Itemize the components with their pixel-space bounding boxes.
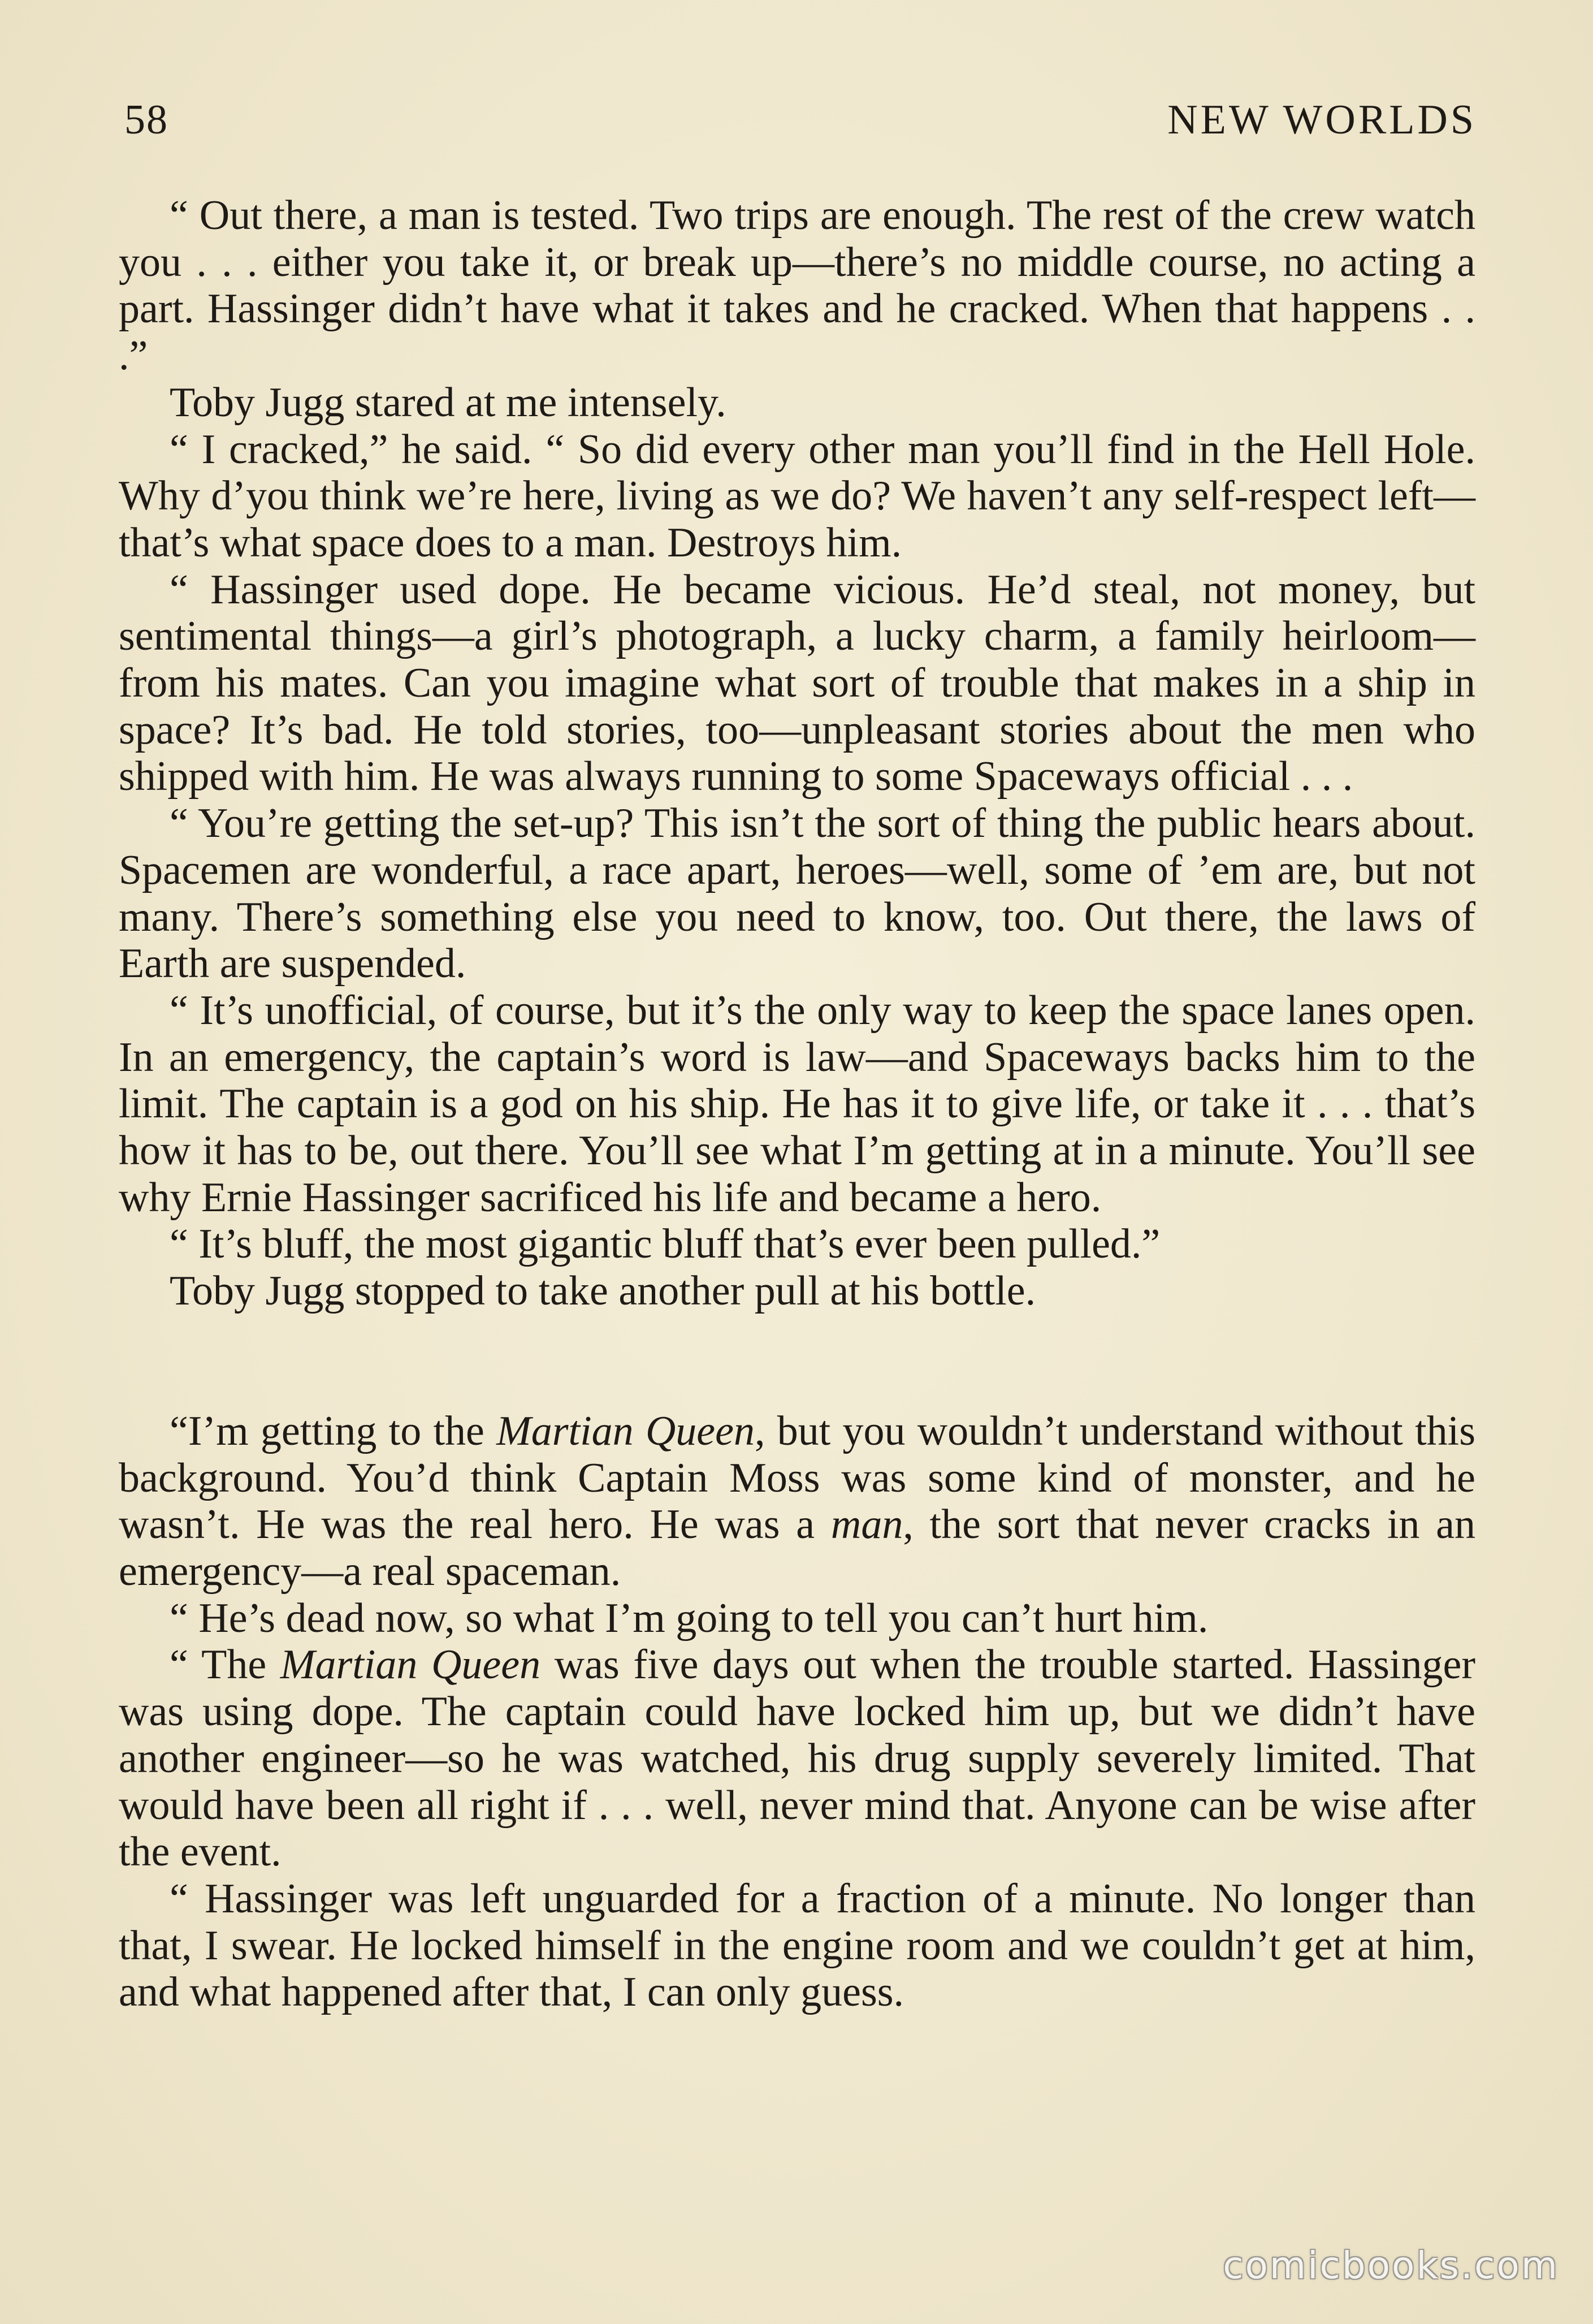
page-header xyxy=(124,96,1477,153)
text-run: was five days out when the trouble started. Hassinger was using dope. The captain could have locked him up, but we didn’t have another engineer—so he was watched, his drug supply severely limited. That would have been all right if . . . well, never mind that. Anyone can be wise after the event. xyxy=(119,1642,1475,1876)
page-number: 58 xyxy=(124,97,168,143)
ship-name: Martian Queen xyxy=(496,1407,755,1454)
paragraph: “ Out there, a man is tested. Two trips are enough. The rest of the crew watch you . . . either you take it, or break up—there’s no middle course, no acting a part. Hassinger didn’t have what it takes and he cracked. When that happens . . .” xyxy=(119,192,1475,379)
paragraph: “ Hassinger used dope. He became vicious. He’d steal, not money, but sentimental things—a girl’s photograph, a lucky charm, a family heirloom—from his mates. Can you imagine what sort of trouble that makes in a ship in space? It’s bad. He told stories, too—unpleasant stories about the men who shipped with him. He was always running to some Spaceways official . . . xyxy=(119,566,1475,800)
emphasis: man xyxy=(830,1501,903,1548)
text-run: , the sort that never cracks in an emergency—a real spaceman. xyxy=(119,1501,1475,1595)
paragraph: “ It’s unofficial, of course, but it’s the only way to keep the space lanes open. In an emergency, the captain’s word is law—and Spaceways backs him to the limit. The captain is a god on his ship. He has it to give life, or take it . . . that’s how it has to be, out there. You’ll see what I’m getting at in a minute. You’ll see why Ernie Hassinger sacrificed his life and became a hero. xyxy=(119,987,1475,1221)
text-run: “I’m getting to the xyxy=(170,1407,497,1454)
paragraph xyxy=(119,1408,1475,1595)
running-head: NEW WORLDS xyxy=(1167,97,1477,143)
ship-name: Martian Queen xyxy=(280,1642,541,1688)
paragraph: “ He’s dead now, so what I’m going to tell you can’t hurt him. xyxy=(170,1595,1209,1642)
paragraph: “ I cracked,” he said. “ So did every other man you’ll find in the Hell Hole. Why d’you think we’re here, living as we do? We haven’t any self-respect left—that’s what space does to a man. Destroys him. xyxy=(119,426,1475,566)
text-run: , but you wouldn’t understand without this background. You’d think Captain Moss was some kind of monster, and he wasn’t. He was the real hero. He was a xyxy=(119,1407,1475,1548)
paragraph: “ Hassinger was left unguarded for a fraction of a minute. No longer than that, I swear. He locked himself in the engine room and we couldn’t get at him, and what happened after that, I can only guess. xyxy=(119,1875,1475,2016)
paragraph: “ You’re getting the set-up? This isn’t the sort of thing the public hears about. Spacemen are wonderful, a race apart, heroes—well, some of ’em are, but not many. There’s something else you need to know, too. Out there, the laws of Earth are suspended. xyxy=(119,800,1475,987)
body-text xyxy=(119,192,1475,2016)
paragraph: Toby Jugg stopped to take another pull at his bottle. xyxy=(170,1268,1036,1315)
watermark-credit: comicbooks.com xyxy=(1223,2244,1559,2287)
section-break xyxy=(119,1315,1475,1408)
text-run: “ The xyxy=(170,1642,280,1688)
paragraph: “ It’s bluff, the most gigantic bluff that’s ever been pulled.” xyxy=(170,1221,1161,1268)
paragraph: Toby Jugg stared at me intensely. xyxy=(170,379,726,426)
paragraph xyxy=(119,1642,1475,1876)
